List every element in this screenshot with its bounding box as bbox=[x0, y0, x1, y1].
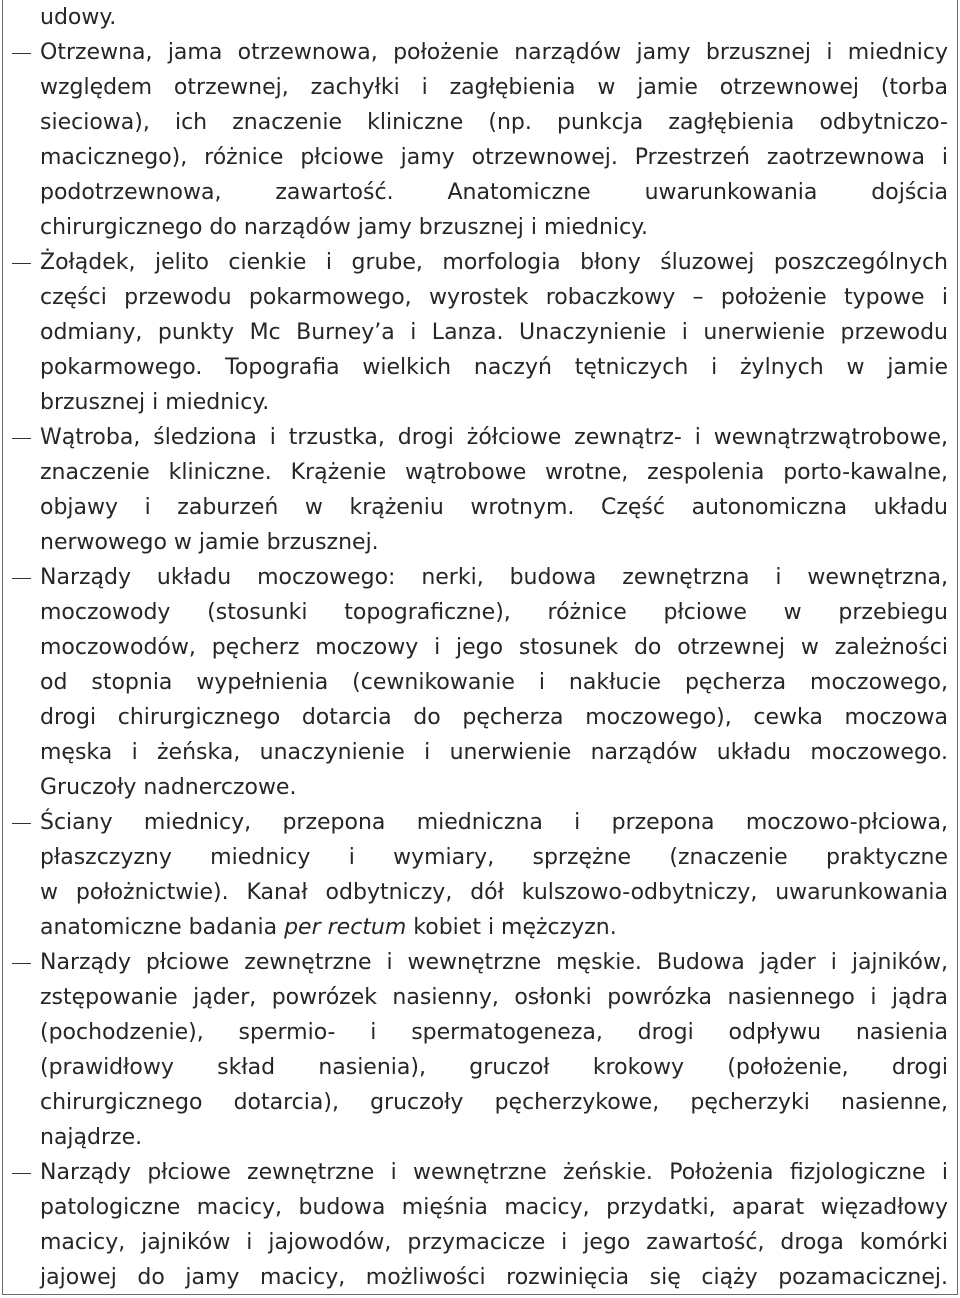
text-line: męska i żeńska, unaczynienie i unerwienie narządów układu moczowego. bbox=[40, 740, 948, 765]
text-line: znaczenie kliniczne. Krążenie wątrobowe wrotne, zespolenia porto-kawalne, bbox=[40, 460, 948, 485]
text-line: od stopnia wypełnienia (cewnikowanie i nakłucie pęcherza moczowego, bbox=[40, 670, 948, 695]
list-item bbox=[0, 35, 960, 245]
text-line: (pochodzenie), spermio- i spermatogeneza, drogi odpływu nasienia bbox=[40, 1020, 948, 1045]
text-line: Wątroba, śledziona i trzustka, drogi żółciowe zewnątrz- i wewnątrzwątrobowe, bbox=[40, 425, 948, 450]
text-line: pokarmowego. Topografia wielkich naczyń tętniczych i żylnych w jamie bbox=[40, 355, 948, 380]
list-item bbox=[0, 945, 960, 1155]
text-line: patologiczne macicy, budowa mięśnia macicy, przydatki, aparat więzadłowy bbox=[40, 1195, 948, 1220]
text-line: Narządy układu moczowego: nerki, budowa zewnętrzna i wewnętrzna, bbox=[40, 565, 948, 590]
list-item bbox=[0, 245, 960, 420]
list-item bbox=[0, 560, 960, 805]
dash-bullet-icon bbox=[12, 438, 31, 439]
text-line: względem otrzewnej, zachyłki i zagłębienia w jamie otrzewnowej (torba bbox=[40, 75, 948, 100]
text-line: płaszczyzny miednicy i wymiary, sprzężne (znaczenie praktyczne bbox=[40, 845, 948, 870]
text-line: nerwowego w jamie brzusznej. bbox=[40, 530, 379, 555]
emphasis-text: per rectum bbox=[284, 915, 407, 940]
text-line: części przewodu pokarmowego, wyrostek robaczkowy – położenie typowe i bbox=[40, 285, 948, 310]
list-item bbox=[0, 420, 960, 560]
dash-bullet-icon bbox=[12, 578, 31, 579]
text-line: Żołądek, jelito cienkie i grube, morfologia błony śluzowej poszczególnych bbox=[40, 250, 948, 275]
text-line: zstępowanie jąder, powrózek nasienny, osłonki powrózka nasiennego i jądra bbox=[40, 985, 948, 1010]
dash-bullet-icon bbox=[12, 1173, 31, 1174]
text-line: Ściany miednicy, przepona miedniczna i przepona moczowo-płciowa, bbox=[40, 810, 948, 835]
text-line: moczowody (stosunki topograficzne), różnice płciowe w przebiegu bbox=[40, 600, 948, 625]
dash-bullet-icon bbox=[12, 53, 31, 54]
text-line: podotrzewnowa, zawartość. Anatomiczne uwarunkowania dojścia bbox=[40, 180, 948, 205]
text-line: macicy, jajników i jajowodów, przymacicze i jego zawartość, droga komórki bbox=[40, 1230, 948, 1255]
text-line: w położnictwie). Kanał odbytniczy, dół kulszowo-odbytniczy, uwarunkowania bbox=[40, 880, 948, 905]
continuation-line: udowy. bbox=[40, 5, 117, 30]
text-segment: kobiet i mężczyzn. bbox=[406, 915, 617, 940]
text-line: jajowej do jamy macicy, możliwości rozwinięcia się ciąży pozamacicznej. bbox=[40, 1265, 948, 1290]
text-line: Otrzewna, jama otrzewnowa, położenie narządów jamy brzusznej i miednicy bbox=[40, 40, 948, 65]
text-line: odmiany, punkty Mc Burney’a i Lanza. Unaczynienie i unerwienie przewodu bbox=[40, 320, 948, 345]
text-line: Narządy płciowe zewnętrzne i wewnętrzne męskie. Budowa jąder i jajników, bbox=[40, 950, 948, 975]
text-segment: anatomiczne badania bbox=[40, 915, 285, 940]
text-line: macicznego), różnice płciowe jamy otrzewnowej. Przestrzeń zaotrzewnowa i bbox=[40, 145, 948, 170]
list-item bbox=[0, 1155, 960, 1295]
text-line: najądrze. bbox=[40, 1125, 143, 1150]
text-line: sieciowa), ich znaczenie kliniczne (np. punkcja zagłębienia odbytniczo- bbox=[40, 110, 948, 135]
text-line: Narządy płciowe zewnętrzne i wewnętrzne żeńskie. Położenia fizjologiczne i bbox=[40, 1160, 948, 1185]
dash-bullet-icon bbox=[12, 823, 31, 824]
dash-bullet-icon bbox=[12, 963, 31, 964]
text-line: Gruczoły nadnerczowe. bbox=[40, 775, 297, 800]
text-line: chirurgicznego dotarcia), gruczoły pęcherzykowe, pęcherzyki nasienne, bbox=[40, 1090, 948, 1115]
text-line: drogi chirurgicznego dotarcia do pęcherza moczowego), cewka moczowa bbox=[40, 705, 948, 730]
text-line: moczowodów, pęcherz moczowy i jego stosunek do otrzewnej w zależności bbox=[40, 635, 948, 660]
text-line: objawy i zaburzeń w krążeniu wrotnym. Część autonomiczna układu bbox=[40, 495, 948, 520]
text-line: brzusznej i miednicy. bbox=[40, 390, 270, 415]
list-item bbox=[0, 805, 960, 945]
text-line: (prawidłowy skład nasienia), gruczoł krokowy (położenie, drogi bbox=[40, 1055, 948, 1080]
text-line bbox=[0, 910, 960, 945]
dash-bullet-icon bbox=[12, 263, 31, 264]
text-line: chirurgicznego do narządów jamy brzusznej i miednicy. bbox=[40, 215, 649, 240]
